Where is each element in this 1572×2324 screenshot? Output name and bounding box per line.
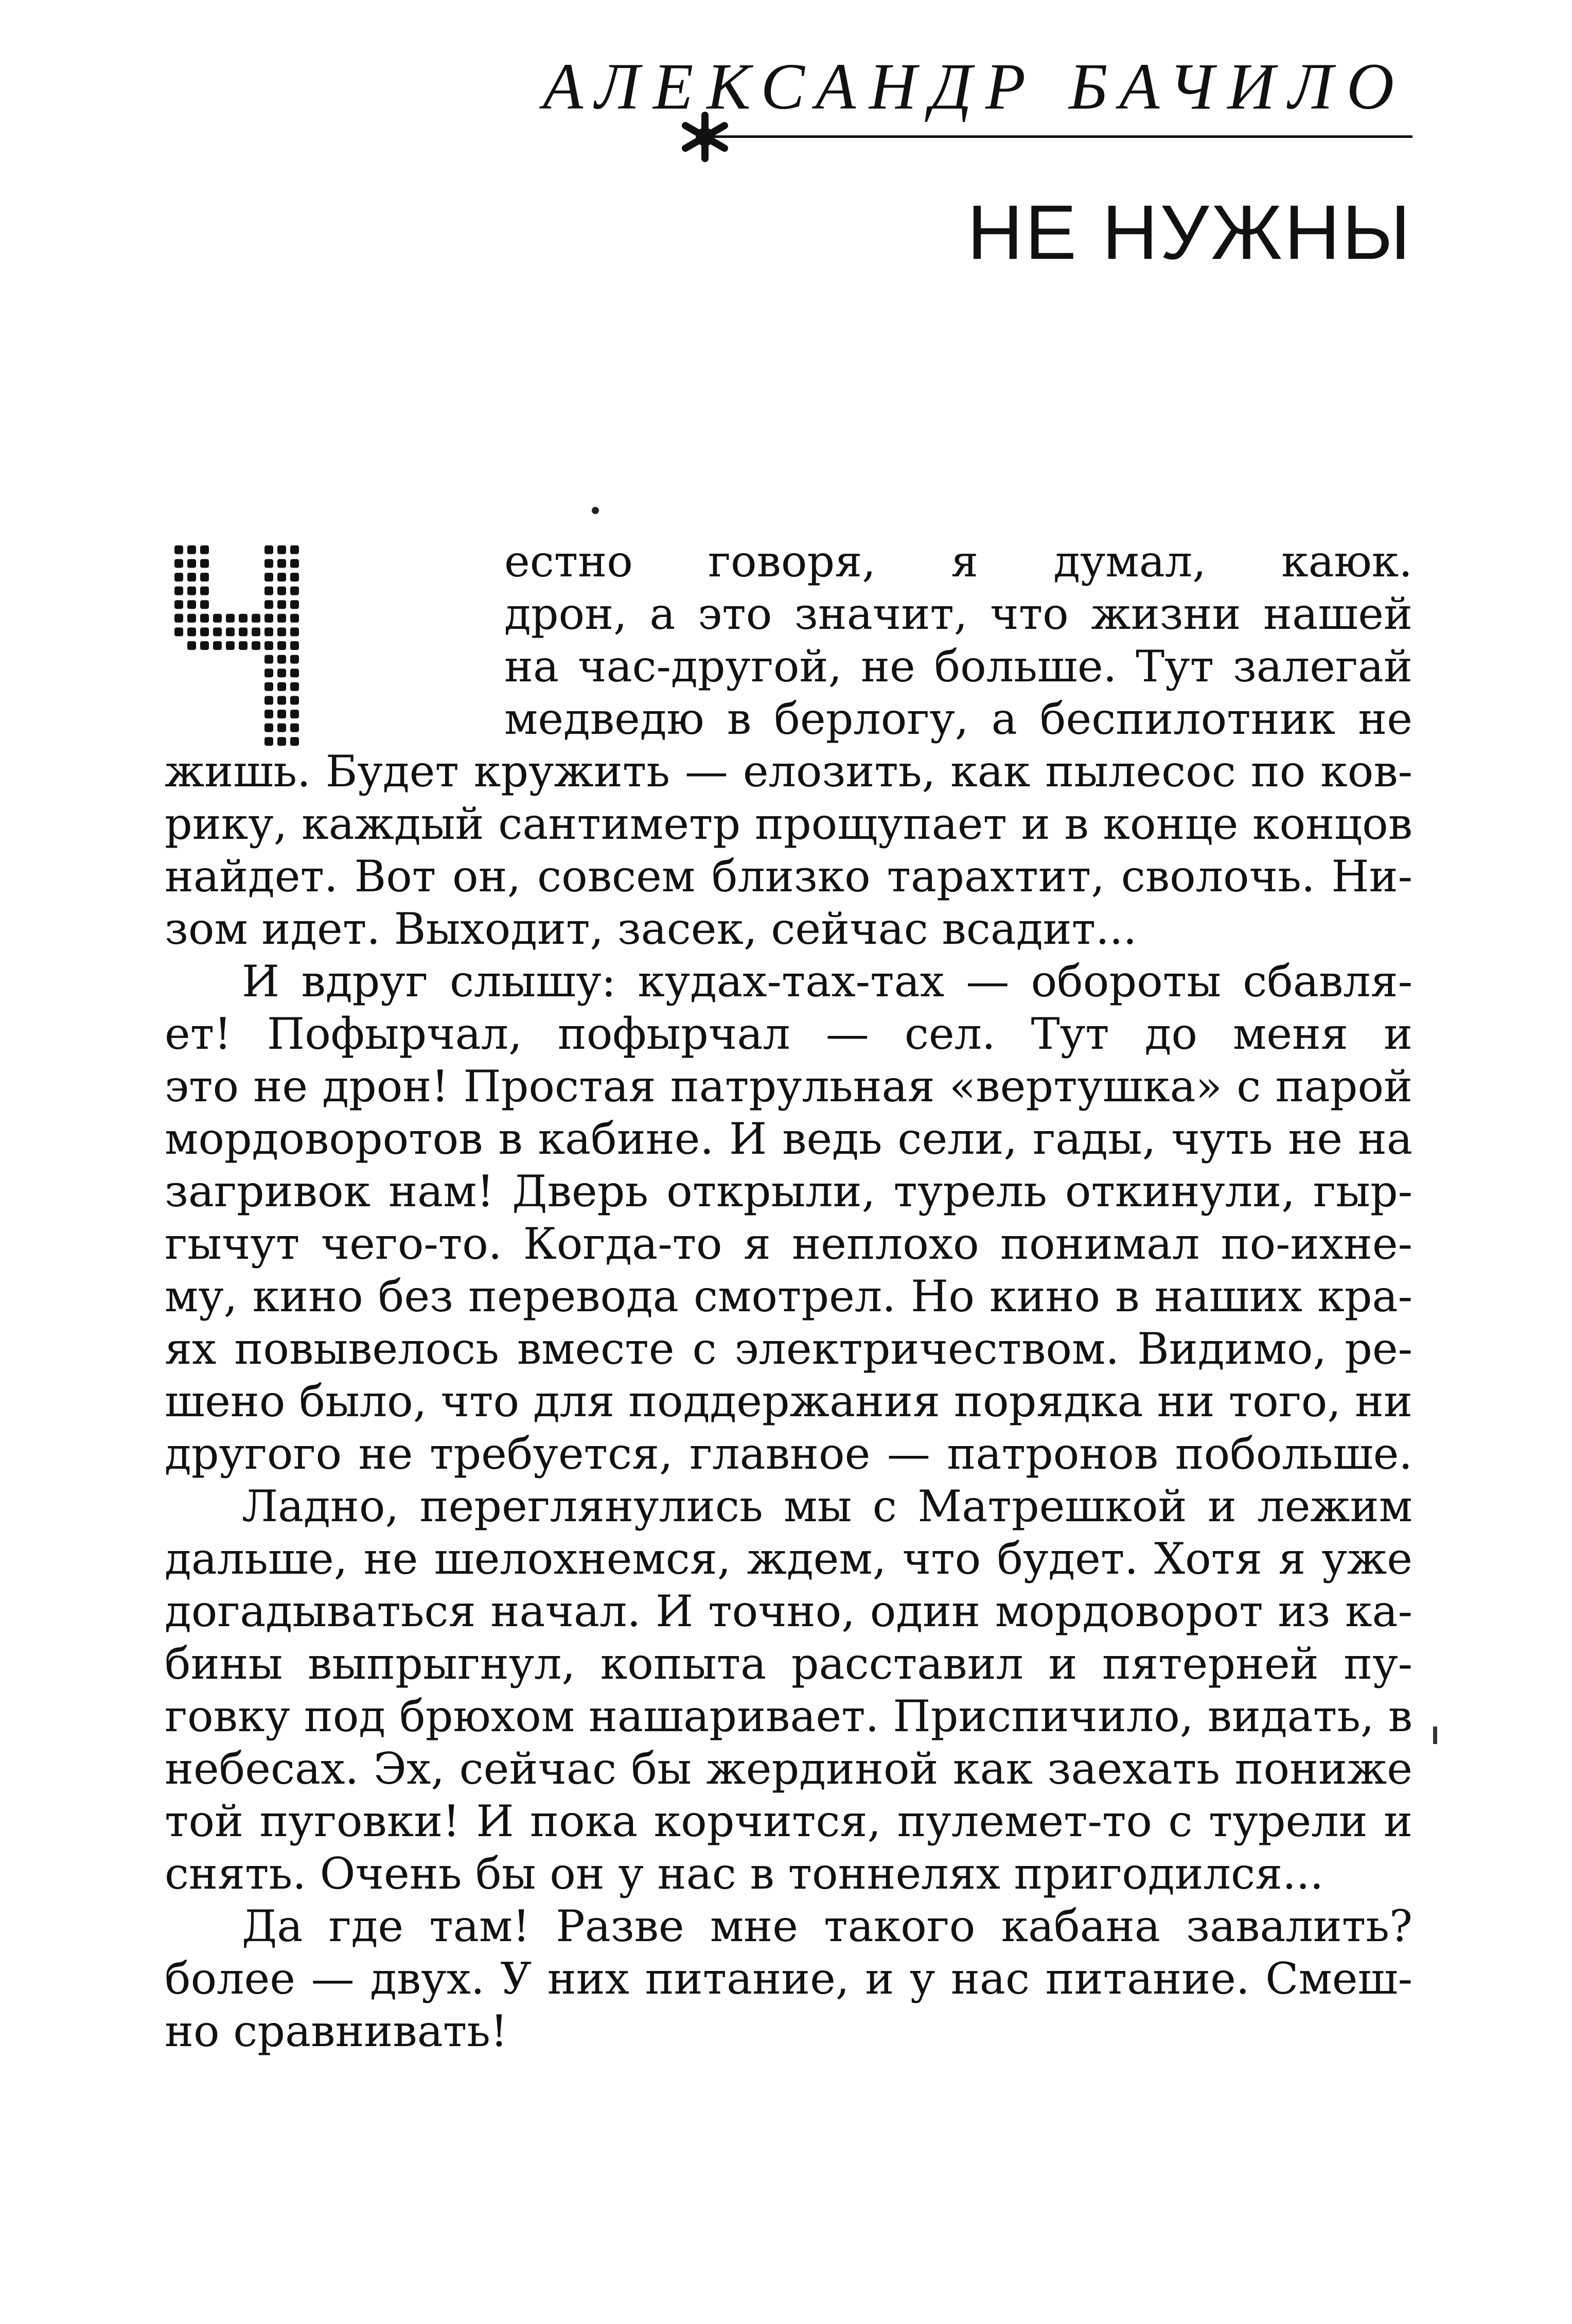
text-line: бины выпрыгнул, копыта расставил и пятерней пу- — [165, 1639, 1412, 1689]
text-line: небесах. Эх, сейчас бы жердиной как заехать пониже — [165, 1744, 1412, 1794]
text-line: на час-другой, не больше. Тут залегай — [504, 641, 1412, 692]
text-line: медведю в берлогу, а беспилотник не — [504, 694, 1412, 744]
text-line: догадываться начал. И точно, один мордоворот из ка- — [165, 1586, 1412, 1636]
text-line: дрон, а это значит, что жизни нашей — [504, 589, 1412, 639]
story-body — [165, 535, 1412, 2057]
text-line: более — двух. У них питание, и у нас питание. Смеш- — [165, 1953, 1412, 2004]
text-line: ет! Пофырчал, пофырчал — сел. Тут до меня и — [165, 1009, 1412, 1059]
text-line: естно говоря, я думал, каюк. — [504, 536, 1412, 587]
text-line: дальше, не шелохнемся, ждем, что будет. Хотя я уже — [165, 1534, 1412, 1584]
text-line: жишь. Будет кружить — елозить, как пылесос по ков- — [165, 746, 1412, 797]
asterisk-star-icon — [674, 106, 736, 168]
text-line: загривок нам! Дверь открыли, турель откинули, гыр- — [165, 1166, 1412, 1217]
text-line: И вдруг слышу: кудах-тах-тах — обороты сбавля- — [242, 956, 1412, 1007]
text-line: Ладно, переглянулись мы с Матрешкой и лежим — [242, 1481, 1412, 1531]
text-line: шено было, что для поддержания порядка ни того, ни — [165, 1376, 1412, 1427]
author-header: АЛЕКСАНДР БАЧИЛО — [542, 50, 1407, 123]
text-line: снять. Очень бы он у нас в тоннелях пригодился... — [165, 1848, 1324, 1899]
text-line: говку под брюхом нашаривает. Приспичило, видать, в — [165, 1691, 1412, 1741]
text-line: мордоворотов в кабине. И ведь сели, гады, чуть не на — [165, 1114, 1412, 1164]
header-rule — [705, 135, 1412, 138]
margin-mark — [1433, 1727, 1437, 1744]
text-line: рику, каждый сантиметр прощупает и в конце концов — [165, 799, 1412, 849]
text-line: гычут чего-то. Когда-то я неплохо понимал по-ихне- — [165, 1219, 1412, 1269]
text-line: ях повывелось вместе с электричеством. Видимо, ре- — [165, 1324, 1412, 1374]
text-line: другого не требуется, главное — патронов побольше. — [165, 1429, 1412, 1479]
text-line: но сравнивать! — [165, 2006, 508, 2056]
print-speck — [592, 507, 599, 514]
text-line: му, кино без перевода смотрел. Но кино в наших кра- — [165, 1271, 1412, 1322]
text-line: Да где там! Разве мне такого кабана завалить? — [242, 1901, 1412, 1951]
story-title: НЕ НУЖНЫ — [967, 189, 1412, 275]
text-line: это не дрон! Простая патрульная «вертушка» с парой — [165, 1061, 1412, 1112]
text-line: зом идет. Выходит, засек, сейчас всадит... — [165, 904, 1137, 954]
text-line: той пуговки! И пока корчится, пулемет-то с турели и — [165, 1796, 1412, 1846]
text-line: найдет. Вот он, совсем близко тарахтит, сволочь. Ни- — [165, 851, 1412, 902]
